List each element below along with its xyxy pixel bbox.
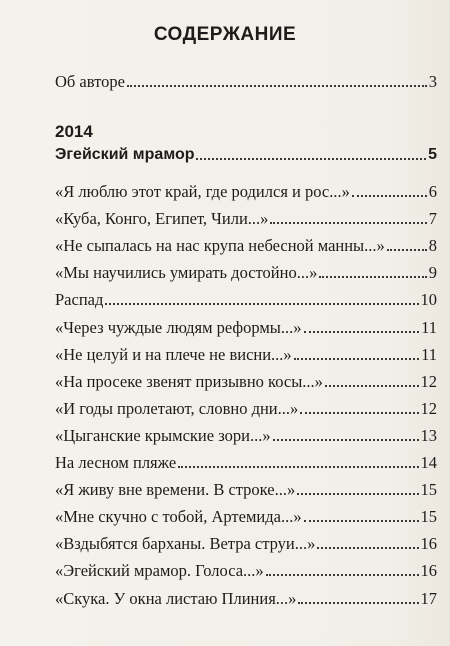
leader-dots — [127, 85, 427, 87]
toc-entry-title: «Эгейский мрамор. Голоса...» — [55, 561, 264, 580]
toc-entry — [55, 507, 437, 527]
toc-entry — [55, 589, 437, 609]
toc-entry — [55, 426, 437, 446]
toc-entry — [55, 345, 437, 365]
toc-entry — [55, 263, 437, 283]
toc-row-section — [55, 145, 437, 165]
leader-dots — [294, 358, 419, 360]
toc-entry-title: «И годы пролетают, словно дни...» — [55, 399, 299, 418]
toc-entry-title: «Вздыбятся барханы. Ветра струи...» — [55, 534, 316, 553]
toc-page-number: 13 — [420, 426, 437, 445]
leader-dots — [273, 439, 419, 441]
toc-page-number: 6 — [428, 182, 437, 201]
leader-dots — [319, 276, 426, 278]
toc-entry — [55, 453, 437, 473]
toc-entry — [55, 480, 437, 500]
leader-dots — [196, 158, 426, 160]
toc-entry-title: «На просеке звенят призывно косы...» — [55, 372, 323, 391]
toc-page-number: 15 — [420, 480, 437, 499]
toc-entry — [55, 290, 437, 310]
toc-section-label: Эгейский мрамор — [55, 146, 195, 163]
toc-page-number: 17 — [420, 589, 437, 608]
toc-page-number: 7 — [428, 209, 437, 228]
toc-entry-title: «Через чуждые людям реформы...» — [55, 318, 302, 337]
toc-entry — [55, 534, 437, 554]
toc-entry-title: Распад — [55, 290, 104, 309]
leader-dots — [270, 222, 426, 224]
toc-entry-title: На лесном пляже — [55, 453, 177, 472]
leader-dots — [352, 195, 427, 197]
leader-dots — [304, 520, 419, 522]
leader-dots — [297, 493, 418, 495]
toc-page-number: 3 — [428, 72, 437, 91]
contents-heading: СОДЕРЖАНИЕ — [153, 24, 297, 45]
toc-entry — [55, 209, 437, 229]
leader-dots — [178, 466, 418, 468]
toc-entry-title: «Мне скучно с тобой, Артемида...» — [55, 507, 302, 526]
toc-entry-title: «Мы научились умирать достойно...» — [55, 263, 318, 282]
toc-entry-title: «Не целуй и на плече не висни...» — [55, 345, 292, 364]
leader-dots — [325, 385, 419, 387]
toc-entry — [55, 318, 437, 338]
leader-dots — [304, 331, 420, 333]
toc-page-number: 16 — [420, 561, 437, 580]
toc-entry — [55, 561, 437, 581]
toc-page-number: 8 — [428, 236, 437, 255]
toc-row-about — [55, 72, 437, 92]
toc-page-number: 12 — [420, 399, 437, 418]
toc-entry-title: «Цыганские крымские зори...» — [55, 426, 271, 445]
toc-page-number: 11 — [421, 345, 437, 364]
toc-page-number: 14 — [420, 453, 437, 472]
toc-entry-title: «Я живу вне времени. В строке...» — [55, 480, 296, 499]
toc-entry — [55, 399, 437, 419]
toc-page-number: 12 — [420, 372, 437, 391]
toc-entry — [55, 372, 437, 392]
toc-page-number: 9 — [428, 263, 437, 282]
toc-entry-title: «Я люблю этот край, где родился и рос...» — [55, 182, 350, 201]
leader-dots — [387, 249, 427, 251]
toc-entry-title: «Не сыпалась на нас крупа небесной манны...» — [55, 236, 385, 255]
leader-dots — [300, 412, 418, 414]
toc-page-number: 11 — [421, 318, 437, 337]
leader-dots — [105, 303, 418, 305]
toc-page-number: 10 — [420, 290, 437, 309]
toc-label: Об авторе — [55, 72, 125, 91]
toc-page-number: 15 — [420, 507, 437, 526]
toc-entry — [55, 182, 437, 202]
year-heading: 2014 — [55, 122, 93, 141]
leader-dots — [266, 574, 419, 576]
toc-entry — [55, 236, 437, 256]
toc-page-number: 16 — [420, 534, 437, 553]
toc-entry-title: «Скука. У окна листаю Плиния...» — [55, 589, 297, 608]
toc-page-number: 5 — [428, 146, 437, 163]
leader-dots — [317, 547, 418, 549]
leader-dots — [298, 602, 418, 604]
toc-entry-title: «Куба, Конго, Египет, Чили...» — [55, 209, 269, 228]
